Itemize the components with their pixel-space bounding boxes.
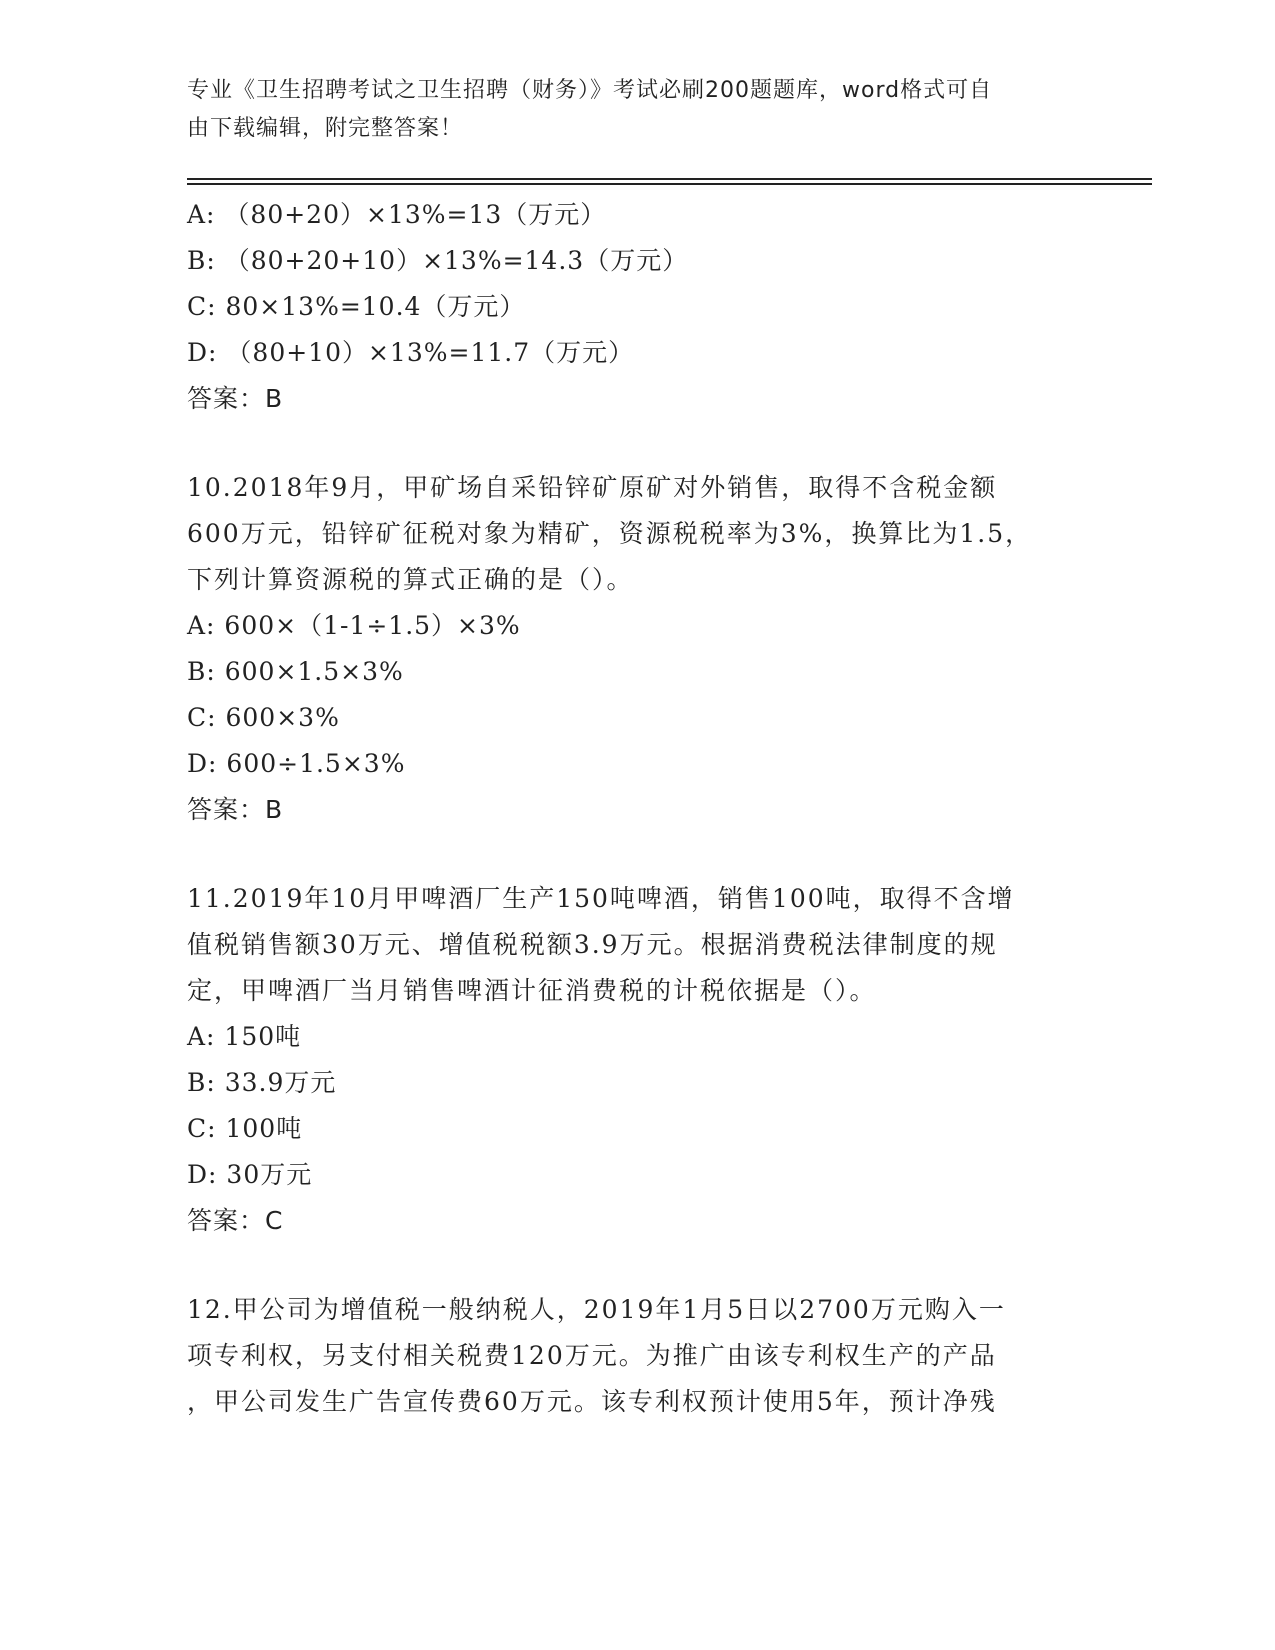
option-d: D: 600÷1.5×3% bbox=[187, 749, 406, 778]
option-c: C: 80×13%=10.4（万元） bbox=[187, 292, 526, 321]
header-line-1: 专业《卫生招聘考试之卫生招聘（财务）》考试必刷200题题库，word格式可自 bbox=[187, 78, 993, 103]
question-text-line: 11.2019年10月甲啤酒厂生产150吨啤酒，销售100吨，取得不含增 bbox=[187, 884, 1015, 913]
question-block-12 bbox=[187, 1287, 1077, 1425]
option-c: C: 100吨 bbox=[187, 1114, 303, 1143]
option-d: D: 30万元 bbox=[187, 1160, 313, 1189]
option-a: A: 150吨 bbox=[187, 1022, 302, 1051]
question-text-line: 10.2018年9月，甲矿场自采铅锌矿原矿对外销售，取得不含税金额 bbox=[187, 473, 998, 502]
question-text-line: 项专利权，另支付相关税费120万元。为推广由该专利权生产的产品 bbox=[187, 1341, 997, 1370]
question-block-9 bbox=[187, 192, 1077, 422]
question-block-11 bbox=[187, 876, 1077, 1244]
document-header bbox=[187, 72, 1067, 148]
block-spacer bbox=[187, 422, 1077, 465]
answer-line: 答案：C bbox=[187, 1206, 284, 1235]
question-text-line: 12.甲公司为增值税一般纳税人，2019年1月5日以2700万元购入一 bbox=[187, 1295, 1006, 1324]
option-b: B: 600×1.5×3% bbox=[187, 657, 404, 686]
block-spacer bbox=[187, 1244, 1077, 1287]
header-divider-top bbox=[187, 178, 1152, 180]
block-spacer bbox=[187, 833, 1077, 876]
answer-line: 答案：B bbox=[187, 384, 284, 413]
question-text-line: 600万元，铅锌矿征税对象为精矿，资源税税率为3%，换算比为1.5， bbox=[187, 519, 1033, 548]
question-block-10 bbox=[187, 465, 1077, 833]
option-b: B: 33.9万元 bbox=[187, 1068, 337, 1097]
document-body bbox=[187, 192, 1077, 1425]
header-line-2: 由下载编辑，附完整答案！ bbox=[187, 116, 464, 141]
answer-line: 答案：B bbox=[187, 795, 284, 824]
option-b: B: （80+20+10）×13%=14.3（万元） bbox=[187, 246, 689, 275]
question-text-line: 定，甲啤酒厂当月销售啤酒计征消费税的计税依据是（）。 bbox=[187, 976, 877, 1005]
option-a: A: （80+20）×13%=13（万元） bbox=[187, 200, 607, 229]
question-text-line: 下列计算资源税的算式正确的是（）。 bbox=[187, 565, 634, 594]
question-text-line: 值税销售额30万元、增值税税额3.9万元。根据消费税法律制度的规 bbox=[187, 930, 998, 959]
question-text-line: ，甲公司发生广告宣传费60万元。该专利权预计使用5年，预计净残 bbox=[187, 1387, 997, 1416]
option-a: A: 600×（1-1÷1.5）×3% bbox=[187, 611, 521, 640]
header-divider-bottom bbox=[187, 183, 1152, 185]
option-c: C: 600×3% bbox=[187, 703, 340, 732]
option-d: D: （80+10）×13%=11.7（万元） bbox=[187, 338, 635, 367]
